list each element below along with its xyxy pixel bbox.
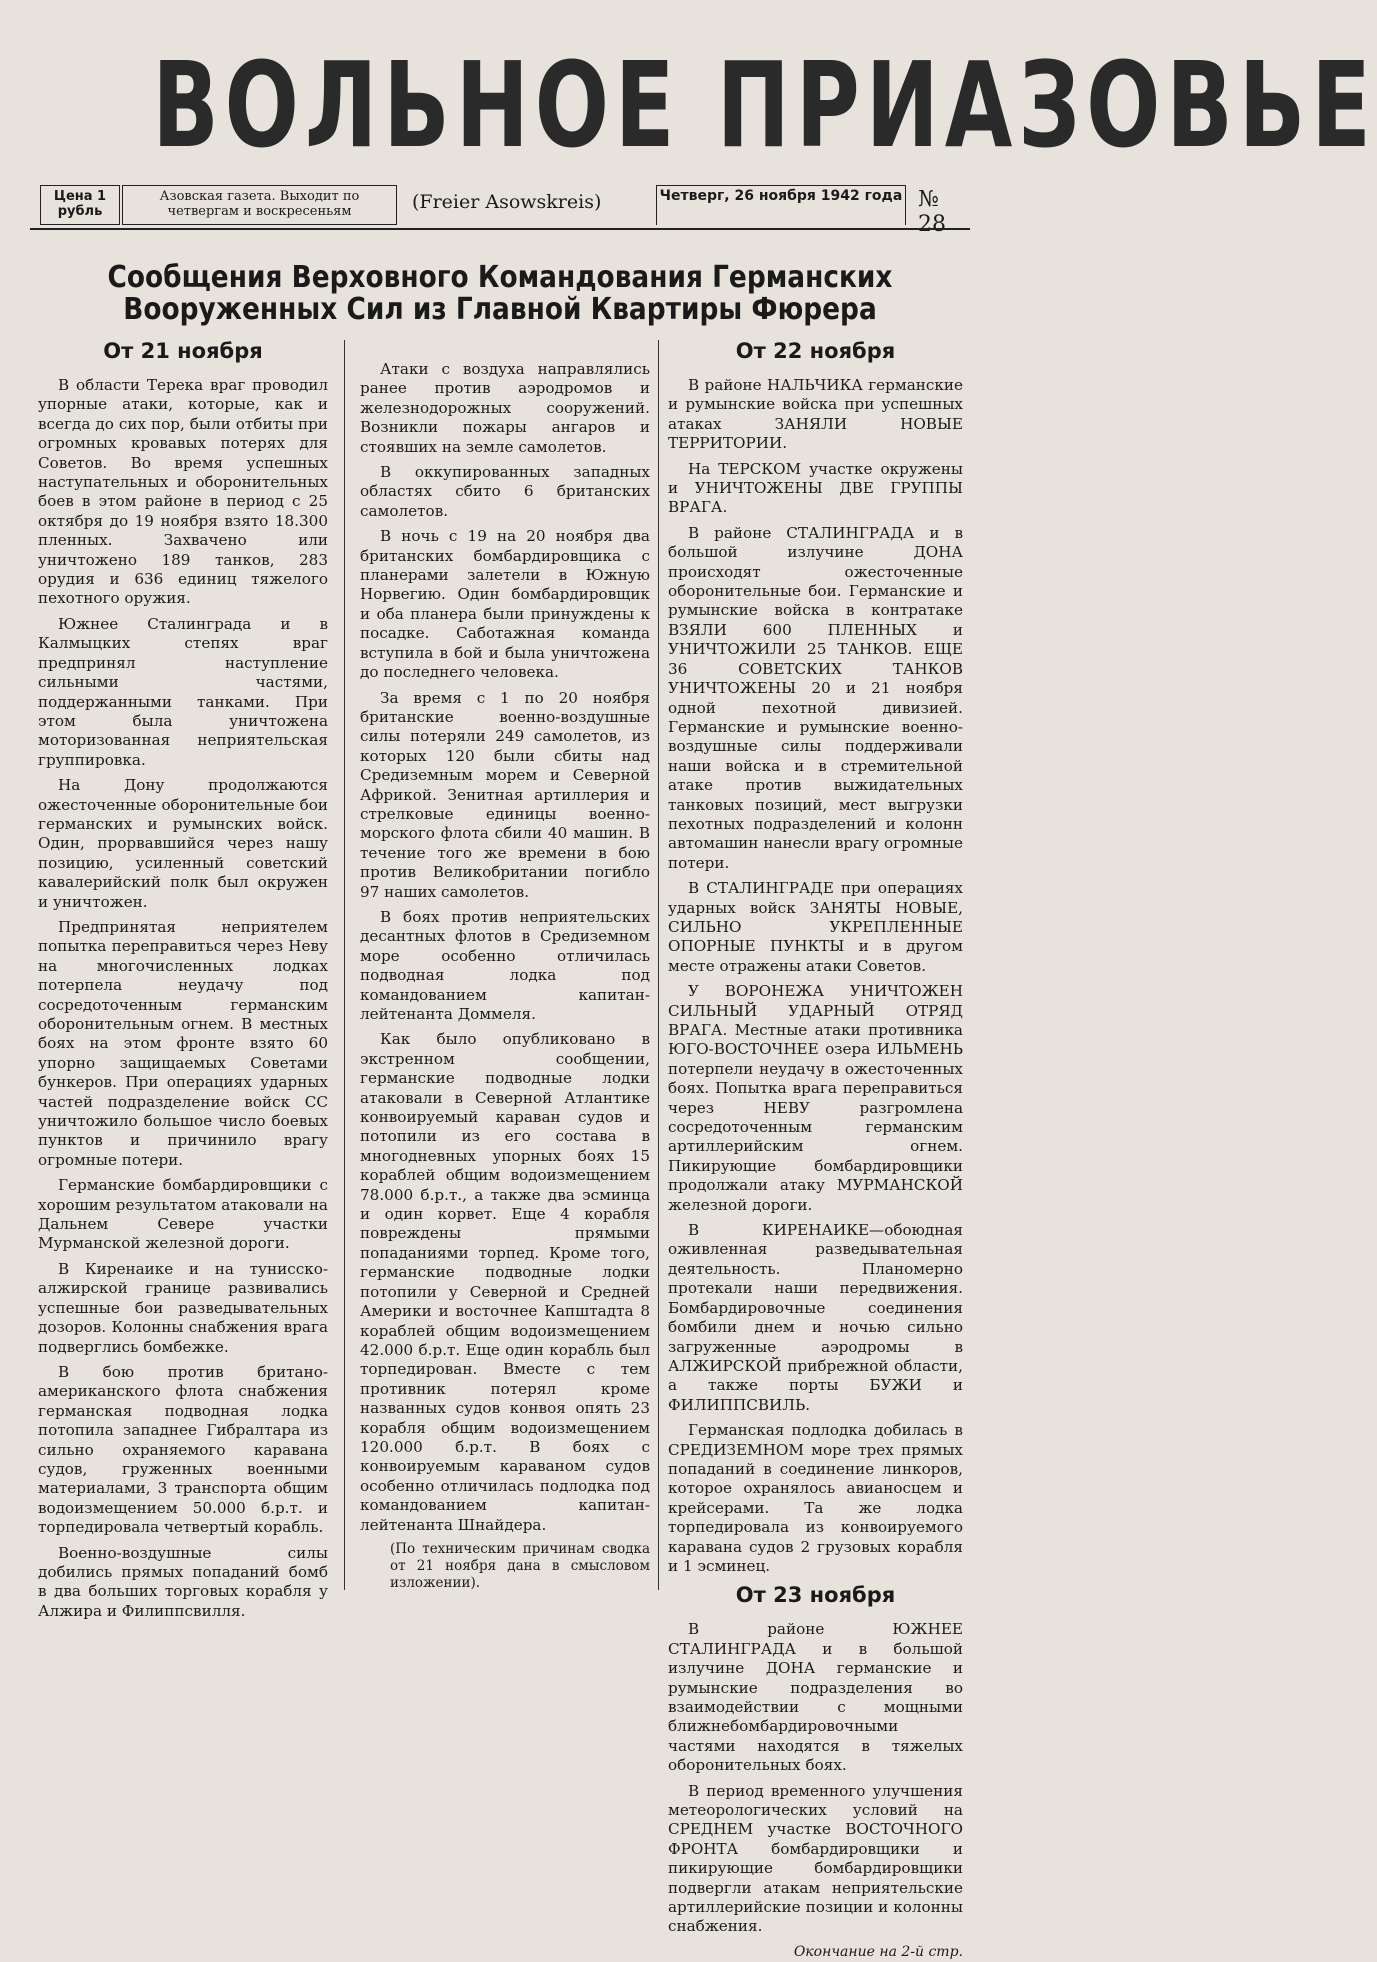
headline-line-1: Сообщения Верховного Командования Германских xyxy=(107,260,893,295)
german-title: (Freier Asowskreis) xyxy=(412,191,602,213)
headline xyxy=(40,262,960,326)
subtitle-23-nov: От 23 ноября xyxy=(735,1583,896,1608)
date-box: Четверг, 26 ноября 1942 года xyxy=(656,185,906,225)
paragraph: Военно-воздушные силы добились прямых попаданий бомб в два больших торговых корабля у Алжира и Филиппсвилля. xyxy=(38,1543,328,1620)
column-3 xyxy=(668,336,963,1962)
paragraph: В Киренаике и на тунисско-алжирской границе развивались успешные бои разведывательных дозоров. Колонны снабжения врага подверглись бомбежке. xyxy=(38,1259,328,1356)
paragraph: В период временного улучшения метеорологических условий на СРЕДНЕМ участке ВОСТОЧНОГО ФРОНТА бомбардировщики и пикирующие бомбардировщики подвергли атакам неприятельские артиллерийские позиции и колонны снабжения. xyxy=(668,1781,963,1936)
issue-number: № 28 xyxy=(918,187,946,237)
subtitle-22-nov: От 22 ноября xyxy=(735,339,896,363)
paragraph: В районе СТАЛИНГРАДА и в большой излучине ДОНА происходят ожесточенные оборонительные бои. Германские и румынские войска в контратаке ВЗЯЛИ 600 ПЛЕННЫХ и УНИЧТОЖИЛИ 25 ТАНКОВ. ЕЩЕ 36 СОВЕТСКИХ ТАНКОВ УНИЧТОЖЕНЫ 20 и 21 ноября одной пехотной дивизией. Германские и румынские военно-воздушные силы поддерживали наши войска и в стремительной атаке против выжидательных танковых позиций, мест выгрузки пехотных подразделений и колонн автомашин нанесли врагу огромные потери. xyxy=(668,523,963,872)
paragraph: В бою против британо-американского флота снабжения германская подводная лодка потопила западнее Гибралтара из сильно охраняемого каравана судов, груженных военными материалами, 3 транспорта общим водоизмещением 50.000 б.р.т. и торпедировала четвертый корабль. xyxy=(38,1362,328,1537)
paragraph: Предпринятая неприятелем попытка переправиться через Неву на многочисленных лодках потерпела неудачу под сосредоточенным германским оборонительным огнем. В местных боях на этом фронте взято 60 упорно защищаемых Советами бункеров. При операциях ударных частей подразделение войск СС уничтожило большое число боевых пунктов и причинило врагу огромные потери. xyxy=(38,917,328,1169)
masthead: ВОЛЬНОЕ ПРИАЗОВЬЕ xyxy=(152,36,1377,174)
column-divider xyxy=(658,340,659,1590)
continued-note: Окончание на 2-й стр. xyxy=(793,1943,963,1960)
column-divider xyxy=(344,340,345,1590)
paragraph: У ВОРОНЕЖА УНИЧТОЖЕН СИЛЬНЫЙ УДАРНЫЙ ОТРЯД ВРАГА. Местные атаки противника ЮГО-ВОСТОЧНЕЕ озера ИЛЬМЕНЬ потерпели неудачу в ожесточенных боях. Попытка врага переправиться через НЕВУ разгромлена сосредоточенным германским артиллерийским огнем. Пикирующие бомбардировщики продолжали атаку МУРМАНСКОЙ железной дороги. xyxy=(668,982,963,1214)
paragraph: Германская подлодка добилась в СРЕДИЗЕМНОМ море трех прямых попаданий в соединение линкоров, которое охранялось авианосцем и крейсерами. Та же лодка торпедировала из конвоируемого каравана судов 2 грузовых корабля и 1 эсминец. xyxy=(668,1421,963,1575)
paragraph: В области Терека враг проводил упорные атаки, которые, как и всегда до сих пор, были отбиты при огромных кровавых потерях для Советов. Во время успешных наступательных и оборонительных боев в этом районе в период с 25 октября до 19 ноября взято 18.300 пленных. Захвачено или уничтожено 189 танков, 283 орудия и 636 единиц тяжелого пехотного оружия. xyxy=(38,376,328,608)
paragraph: В КИРЕНАИКЕ—обоюдная оживленная разведывательная деятельность. Планомерно протекали наши передвижения. Бомбардировочные соединения бомбили днем и ночью сильно загруженные аэродромы в АЛЖИРСКОЙ прибрежной области, а также порты БУЖИ и ФИЛИППСВИЛЬ. xyxy=(668,1221,963,1414)
paragraph: В оккупированных западных областях сбито 6 британских самолетов. xyxy=(360,463,650,520)
subtitle-21-nov: От 21 ноября xyxy=(103,339,263,363)
price-box: Цена 1 рубль xyxy=(40,185,120,225)
paragraph: В СТАЛИНГРАДЕ при операциях ударных войск ЗАНЯТЫ НОВЫЕ, СИЛЬНО УКРЕПЛЕННЫЕ ОПОРНЫЕ ПУНКТЫ и в другом месте отражены атаки Советов. xyxy=(668,879,963,975)
column-2 xyxy=(360,360,650,1598)
paragraph: В ночь с 19 на 20 ноября два британских бомбардировщика с планерами залетели в Южную Норвегию. Один бомбардировщик и оба планера были принуждены к посадке. Саботажная команда вступила в бой и была уничтожена до последнего человека. xyxy=(360,527,650,682)
paragraph: На Дону продолжаются ожесточенные оборонительные бои германских и румынских войск. Один, прорвавшийся через нашу позицию, усиленный советский кавалерийский полк был окружен и уничтожен. xyxy=(38,776,328,911)
column-1 xyxy=(38,336,328,1627)
info-bar xyxy=(40,185,970,237)
paragraph: В районе НАЛЬЧИКА германские и румынские войска при успешных атаках ЗАНЯЛИ НОВЫЕ ТЕРРИТОРИИ. xyxy=(668,376,963,453)
paragraph: Южнее Сталинграда и в Калмыцких степях враг предпринял наступление сильными частями, поддержанными танками. При этом была уничтожена моторизованная неприятельская группировка. xyxy=(38,614,328,769)
paragraph: За время с 1 по 20 ноября британские военно-воздушные силы потеряли 249 самолетов, из которых 120 были сбиты над Средиземным морем и Северной Африкой. Зенитная артиллерия и стрелковые единицы военно-морского флота сбили 40 машин. В течение того же времени в бою против Великобритании погибло 97 наших самолетов. xyxy=(360,688,650,901)
paragraph: Атаки с воздуха направлялись ранее против аэродромов и железнодорожных сооружений. Возникли пожары ангаров и стоявших на земле самолетов. xyxy=(360,360,650,456)
description-box: Азовская газета. Выходит по четвергам и воскресеньям xyxy=(122,185,397,225)
paragraph: Германские бомбардировщики с хорошим результатом атаковали на Дальнем Севере участки Мурманской железной дороги. xyxy=(38,1176,328,1253)
paragraph: Как было опубликовано в экстренном сообщении, германские подводные лодки атаковали в Северной Атлантике конвоируемый караван судов и потопили из его состава в многодневных упорных боях 15 кораблей общим водоизмещением 78.000 б.р.т., а также два эсминца и один корвет. Еще 4 корабля повреждены прямыми попаданиями торпед. Кроме того, германские подводные лодки потопили у Северной и Средней Америки и восточнее Капштадта 8 кораблей общим водоизмещением 42.000 б.р.т. Еще один корабль был торпедирован. Вместе с тем противник потерял кроме названных судов конвоя опять 23 корабля общим водоизмещением 120.000 б.р.т. В боях с конвоируемым караваном судов особенно отличилась подлодка под командованием капитан-лейтенанта Шнайдера. xyxy=(360,1030,650,1534)
paragraph: В районе ЮЖНЕЕ СТАЛИНГРАДА и в большой излучине ДОНА германские и румынские подразделения во взаимодействии с мощными ближнебомбардировочными частями находятся в тяжелых оборонительных боях. xyxy=(668,1620,963,1775)
headline-line-2: Вооруженных Сил из Главной Квартиры Фюрера xyxy=(123,292,877,327)
paragraph: В боях против неприятельских десантных флотов в Средиземном море особенно отличилась подводная лодка под командованием капитан-лейтенанта Доммеля. xyxy=(360,907,650,1023)
header-rule xyxy=(30,228,970,230)
technical-note: (По техническим причинам сводка от 21 ноября дана в смысловом изложении). xyxy=(390,1540,650,1591)
paragraph: На ТЕРСКОМ участке окружены и УНИЧТОЖЕНЫ ДВЕ ГРУППЫ ВРАГА. xyxy=(668,459,963,517)
